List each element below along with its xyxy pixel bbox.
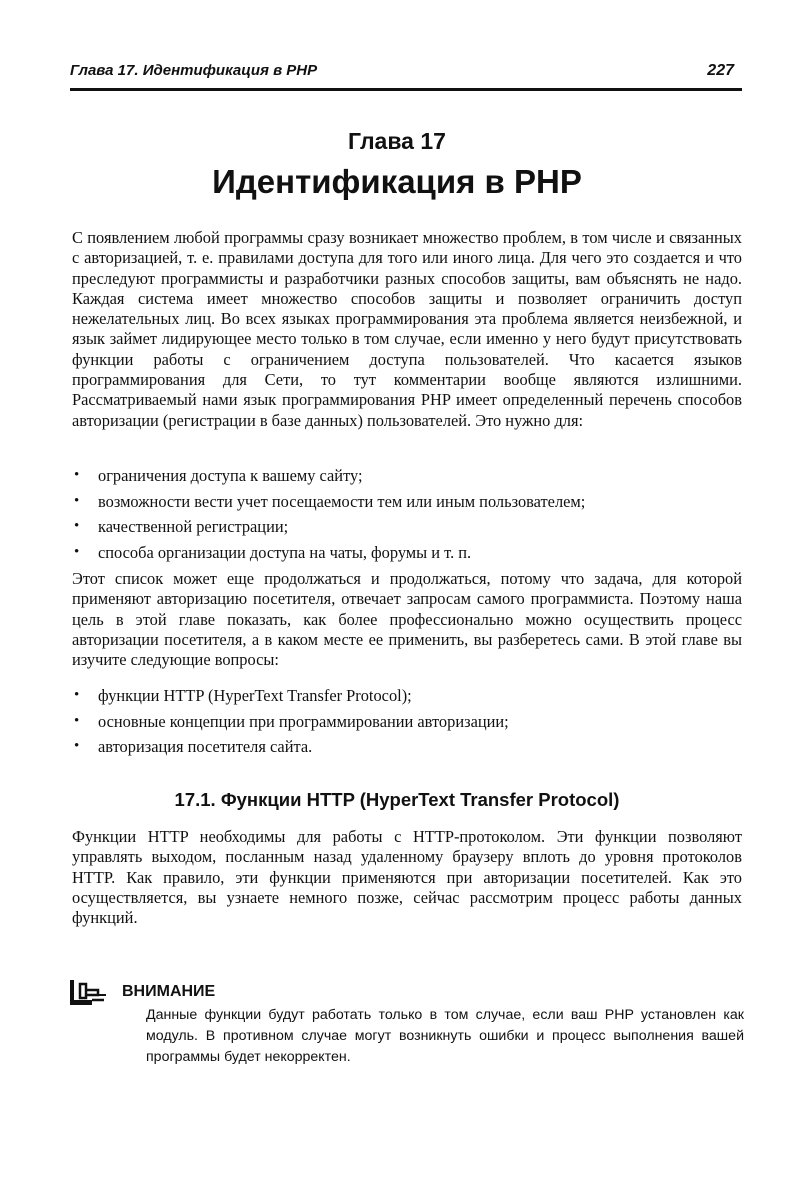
middle-paragraph: Этот список может еще продолжаться и продолжаться, потому что задача, для которой применяют авторизацию посетителя, отвечает запросам самого программиста. Поэтому наша цель в этой главе показать, как более профессионально можно осуществить процесс авторизации посетителя, а в каком месте ее применить, вы разберетесь сами. В этой главе вы изучите следующие вопросы: xyxy=(72,569,742,670)
section-title: 17.1. Функции HTTP (HyperText Transfer Protocol) xyxy=(174,789,620,810)
bullet-icon: • xyxy=(74,738,80,755)
bullet-icon: • xyxy=(74,467,80,483)
list-item xyxy=(72,683,742,709)
middle-paragraph-block xyxy=(72,569,742,670)
list-item xyxy=(72,709,742,735)
list-item xyxy=(72,540,742,566)
bullet-icon: • xyxy=(74,518,80,535)
list-item-text: функции HTTP (HyperText Transfer Protocol); xyxy=(98,686,412,705)
bullet-icon: • xyxy=(74,543,80,560)
list-item-text: способа организации доступа на чаты, форумы и т. п. xyxy=(98,542,472,562)
list-item xyxy=(72,734,742,760)
bullet-icon: • xyxy=(74,492,80,509)
list-item-text: ограничения доступа к вашему сайту; xyxy=(98,466,363,485)
bullet-icon: • xyxy=(74,712,80,729)
section-paragraph-block xyxy=(72,827,742,928)
intro-paragraph: С появлением любой программы сразу возникает множество проблем, в том числе и связанных с авторизацией, т. е. правилами доступа для того или иного лица. Для чего это создается и что преследуют программисты и разработчики разных способов защиты, вам объяснять не надо. Каждая система имеет множество способов защиты и позволяет ограничить доступ нежелательных лиц. Во всех языках программирования эта проблема является неизбежной, и язык займет лидирующее место только в том случае, если именно у него будут присутствовать функции работы с ограничением доступа пользователей. Что касается языков программирования для Сети, то тут комментарии вообще являются излишними. Рассматриваемый нами язык программирования PHP имеет определенный перечень способов авторизации (регистрации в базе данных) пользователей. Это нужно для: xyxy=(72,228,742,430)
bullet-icon: • xyxy=(74,687,80,703)
intro-paragraph-block xyxy=(72,228,742,431)
running-header-chapter: Глава 17. Идентификация в PHP xyxy=(70,62,318,79)
chapter-label: Глава 17 xyxy=(348,128,446,154)
list-item xyxy=(72,489,742,515)
purposes-list xyxy=(72,463,742,565)
list-item-text: возможности вести учет посещаемости тем или иным пользователем; xyxy=(98,491,586,511)
page-number: 227 xyxy=(707,62,734,79)
attention-pointing-hand-icon xyxy=(68,978,114,1008)
running-header xyxy=(70,58,742,91)
list-item-text: авторизация посетителя сайта. xyxy=(98,737,313,757)
topics-list xyxy=(72,683,742,760)
list-item-text: основные концепции при программировании авторизации; xyxy=(98,711,509,731)
note-text-block xyxy=(146,1005,744,1068)
list-item xyxy=(72,463,742,489)
note-text: Данные функции будут работать только в том случае, если ваш PHP установлен как модуль. В противном случае могут возникнуть ошибки и процесс выполнения вашей программы будет некорректен. xyxy=(146,1007,744,1065)
chapter-title: Идентификация в PHP xyxy=(212,163,582,200)
list-item xyxy=(72,514,742,540)
note-heading: ВНИМАНИЕ xyxy=(122,983,216,1000)
list-item-text: качественной регистрации; xyxy=(98,517,289,537)
section-paragraph: Функции HTTP необходимы для работы с HTTP-протоколом. Эти функции позволяют управлять выходом, посланным назад удаленному браузеру вплоть до уровня протоколов HTTP. Как правило, эти функции применяются при авторизации посетителей. Как это осуществляется, вы узнаете немного позже, сейчас рассмотрим процесс работы данных функций. xyxy=(72,827,742,928)
